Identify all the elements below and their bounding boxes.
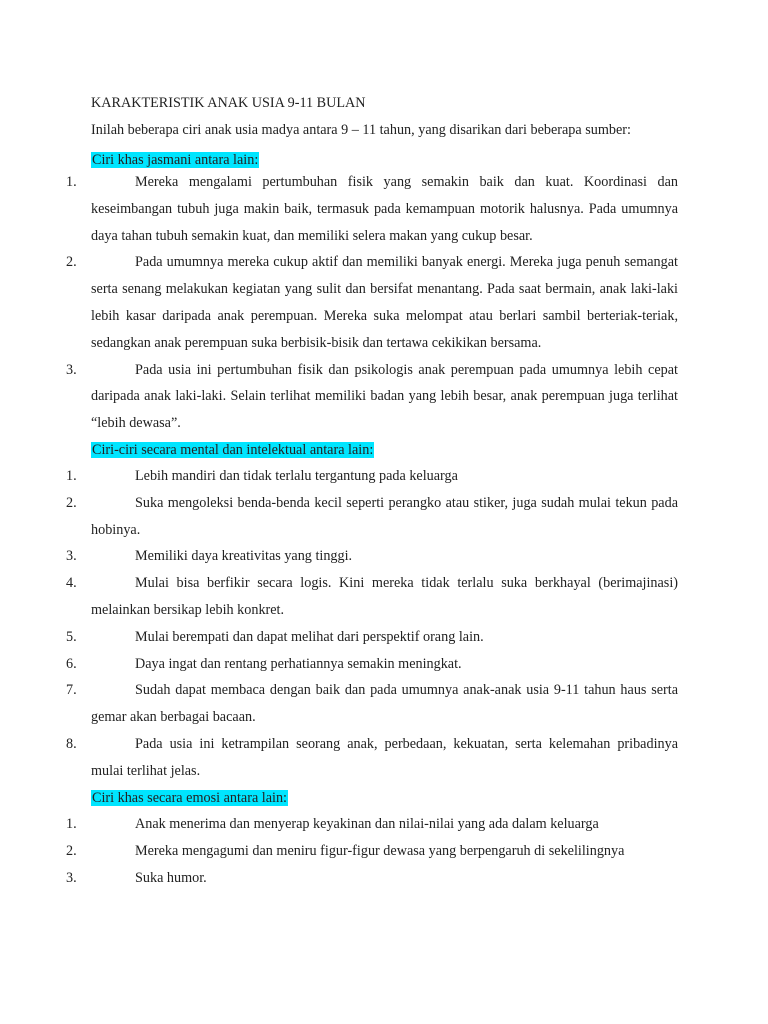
- list-item: [0, 490, 768, 544]
- list-item: [0, 731, 768, 785]
- list-item: [0, 357, 768, 437]
- list-item: [0, 865, 768, 892]
- heading-highlight: Ciri-ciri secara mental dan intelektual antara lain:: [92, 442, 374, 458]
- heading-highlight: Ciri khas secara emosi antara lain:: [92, 790, 288, 806]
- item-number: 1.: [66, 174, 77, 190]
- item-text: Sudah dapat membaca dengan baik dan pada umumnya anak-anak usia 9-11 tahun haus serta gemar akan berbagai bacaan.: [91, 682, 678, 726]
- item-number: 4.: [66, 575, 77, 592]
- list-item: [0, 838, 768, 865]
- item-number: 6.: [66, 655, 77, 672]
- list-item: [0, 624, 768, 651]
- item-number: 3.: [66, 361, 77, 378]
- item-number: 1.: [66, 816, 77, 832]
- item-number: 2.: [66, 842, 77, 859]
- list-item: [0, 651, 768, 678]
- list-emosi: [0, 811, 768, 891]
- item-text: Mereka mengalami pertumbuhan fisik yang semakin baik dan kuat. Koordinasi dan keseimbangan tubuh juga makin baik, termasuk pada kemampuan motorik halusnya. Pada umumnya daya tahan tubuh semakin kuat, dan memiliki selera makan yang cukup besar.: [91, 174, 678, 244]
- item-text: Mereka mengagumi dan meniru figur-figur dewasa yang berpengaruh di sekelilingnya: [135, 842, 625, 859]
- item-number: 8.: [66, 735, 77, 752]
- item-text: Memiliki daya kreativitas yang tinggi.: [135, 548, 353, 565]
- list-jasmani: [0, 169, 768, 437]
- list-item: [0, 463, 768, 490]
- item-number: 1.: [66, 468, 77, 484]
- document-intro: Inilah beberapa ciri anak usia madya antara 9 – 11 tahun, yang disarikan dari beberapa sumber:: [91, 122, 631, 138]
- section-heading-emosi: [91, 789, 288, 807]
- item-number: 2.: [66, 254, 77, 271]
- list-item: [0, 169, 768, 249]
- item-text: Pada usia ini pertumbuhan fisik dan psikologis anak perempuan pada umumnya lebih cepat daripada anak laki-laki. Selain terlihat memiliki badan yang lebih besar, anak perempuan juga terlihat “lebih dewasa”.: [91, 361, 678, 432]
- item-text: Pada umumnya mereka cukup aktif dan memiliki banyak energi. Mereka juga penuh semangat serta senang melakukan kegiatan yang sulit dan bersifat menantang. Pada saat bermain, anak laki-laki lebih kasar daripada anak perempuan. Mereka suka melompat atau berlari sambil berteriak-teriak, sedangkan anak perempuan suka berbisik-bisik dan tertawa cekikikan bersama.: [91, 254, 678, 351]
- item-text: Suka humor.: [135, 869, 207, 886]
- list-mental: [0, 463, 768, 785]
- item-number: 3.: [66, 869, 77, 886]
- heading-highlight: Ciri khas jasmani antara lain:: [92, 152, 259, 168]
- item-text: Pada usia ini ketrampilan seorang anak, perbedaan, kekuatan, serta kelemahan pribadinya mulai terlihat jelas.: [91, 735, 678, 779]
- section-heading-jasmani: [91, 151, 259, 169]
- item-number: 5.: [66, 628, 77, 645]
- item-text: Suka mengoleksi benda-benda kecil seperti perangko atau stiker, juga sudah mulai tekun pada hobinya.: [91, 494, 678, 538]
- document-title: KARAKTERISTIK ANAK USIA 9-11 BULAN: [91, 95, 366, 111]
- list-item: [0, 249, 768, 356]
- item-text: Mulai berempati dan dapat melihat dari perspektif orang lain.: [135, 628, 484, 645]
- list-item: [0, 811, 768, 838]
- item-text: Lebih mandiri dan tidak terlalu tergantung pada keluarga: [135, 468, 458, 484]
- item-text: Mulai bisa berfikir secara logis. Kini mereka tidak terlalu suka berkhayal (berimajinasi) melainkan bersikap lebih konkret.: [91, 575, 678, 618]
- item-number: 3.: [66, 548, 77, 565]
- item-number: 7.: [66, 682, 77, 699]
- item-text: Anak menerima dan menyerap keyakinan dan nilai-nilai yang ada dalam keluarga: [135, 816, 599, 832]
- item-text: Daya ingat dan rentang perhatiannya semakin meningkat.: [135, 655, 462, 672]
- list-item: [0, 570, 768, 624]
- list-item: [0, 543, 768, 570]
- item-number: 2.: [66, 494, 77, 511]
- section-heading-mental: [91, 441, 374, 459]
- list-item: [0, 677, 768, 731]
